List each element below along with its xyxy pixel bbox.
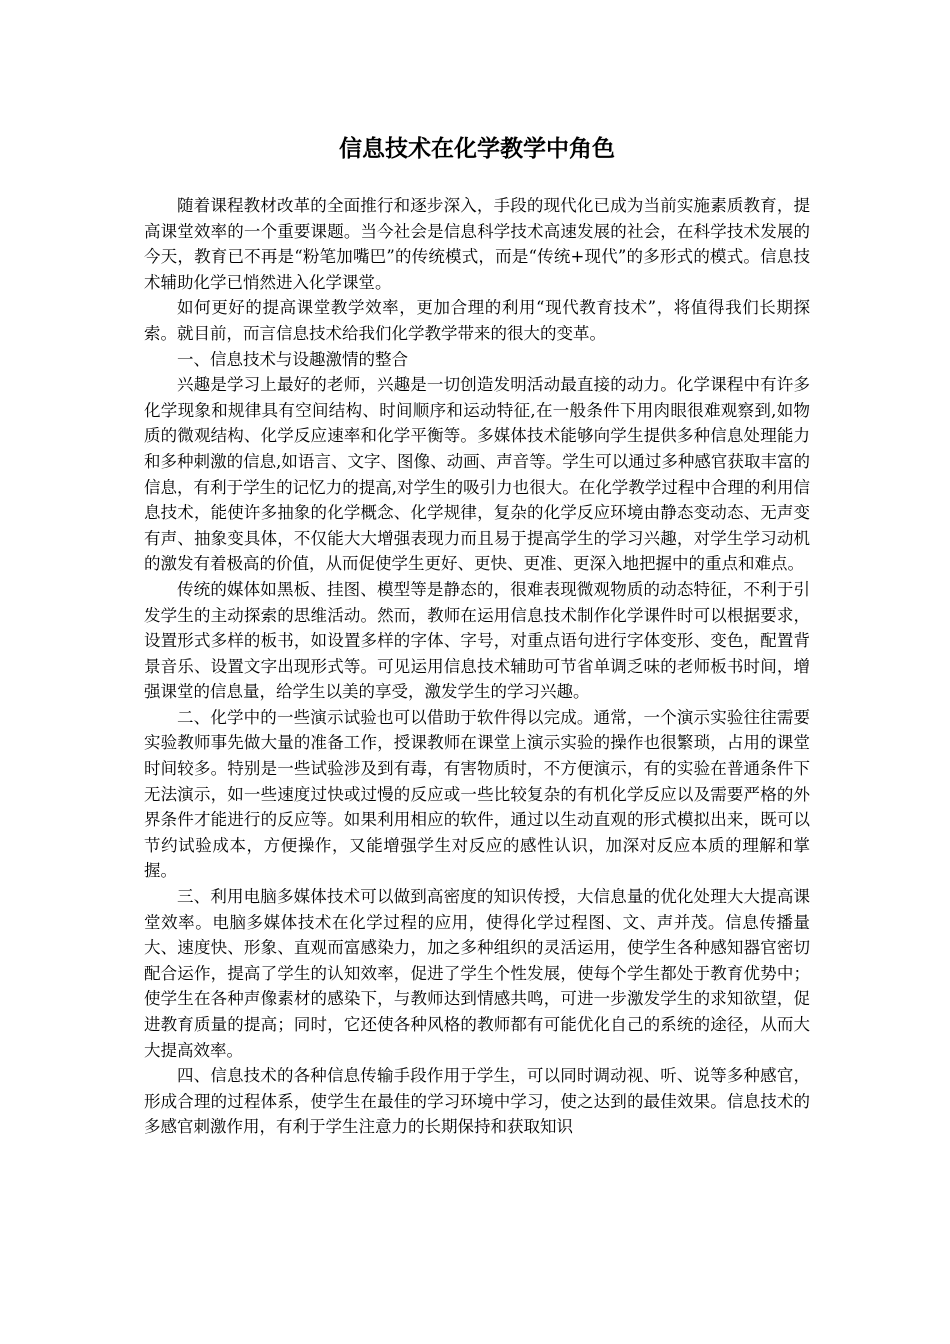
paragraph-section-four: 四、信息技术的各种信息传输手段作用于学生，可以同时调动视、听、说等多种感官，形成合理的过程体系，使学生在最佳的学习环境中学习，使之达到的最佳效果。信息技术的多感官刺激作用，有利于学生注意力的长期保持和获取知识	[144, 1066, 810, 1137]
paragraph-section-two: 二、化学中的一些演示试验也可以借助于软件得以完成。通常，一个演示实验往往需要实验教师事先做大量的准备工作，授课教师在课堂上演示实验的操作也很繁琐，占用的课堂时间较多。特别是一些试验涉及到有毒，有害物质时，不方便演示，有的实验在普通条件下无法演示，如一些速度过快或过慢的反应或一些比较复杂的有机化学反应以及需要严格的外界条件才能进行的反应等。如果利用相应的软件，通过以生动直观的形式模拟出来，既可以节约试验成本，方便操作，又能增强学生对反应的感性认识，加深对反应本质的理解和掌握。	[144, 707, 810, 881]
paragraph-exploration: 如何更好的提高课堂教学效率，更加合理的利用“现代教育技术”，将值得我们长期探索。就目前，而言信息技术给我们化学教学带来的很大的变革。	[144, 298, 810, 343]
paragraph-traditional-media: 传统的媒体如黑板、挂图、模型等是静态的，很难表现微观物质的动态特征，不利于引发学生的主动探索的思维活动。然而，教师在运用信息技术制作化学课件时可以根据要求，设置形式多样的板书，如设置多样的字体、字号，对重点语句进行字体变形、变色，配置背景音乐、设置文字出现形式等。可见运用信息技术辅助可节省单调乏味的老师板书时间，增强课堂的信息量，给学生以美的享受，激发学生的学习兴趣。	[144, 579, 810, 702]
paragraph-interest: 兴趣是学习上最好的老师，兴趣是一切创造发明活动最直接的动力。化学课程中有许多化学现象和规律具有空间结构、时间顺序和运动特征,在一般条件下用肉眼很难观察到,如物质的微观结构、化学反应速率和化学平衡等。多媒体技术能够向学生提供多种信息处理能力和多种刺激的信息,如语言、文字、图像、动画、声音等。学生可以通过多种感官获取丰富的信息，有利于学生的记忆力的提高,对学生的吸引力也很大。在化学教学过程中合理的利用信息技术，能使许多抽象的化学概念、化学规律，复杂的化学反应环境由静态变动态、无声变有声、抽象变具体，不仅能大大增强表现力而且易于提高学生的学习兴趣，对学生学习动机的激发有着极高的价值，从而促使学生更好、更快、更准、更深入地把握中的重点和难点。	[144, 375, 810, 574]
section-heading-one: 一、信息技术与设趣激情的整合	[177, 349, 408, 369]
document-title: 信息技术在化学教学中角色	[339, 135, 615, 162]
document-page	[144, 128, 810, 1140]
paragraph-intro: 随着课程教材改革的全面推行和逐步深入，手段的现代化已成为当前实施素质教育，提高课堂效率的一个重要课题。当今社会是信息科学技术高速发展的社会，在科学技术发展的今天，教育已不再是“粉笔加嘴巴”的传统模式，而是“传统+现代”的多形式的模式。信息技术辅助化学已悄然进入化学课堂。	[144, 196, 810, 292]
paragraph-section-three: 三、利用电脑多媒体技术可以做到高密度的知识传授，大信息量的优化处理大大提高课堂效率。电脑多媒体技术在化学过程的应用，使得化学过程图、文、声并茂。信息传播量大、速度快、形象、直观而富感染力，加之多种组织的灵活运用，使学生各种感知器官密切配合运作，提高了学生的认知效率，促进了学生个性发展，使每个学生都处于教育优势中；使学生在各种声像素材的感染下，与教师达到情感共鸣，可进一步激发学生的求知欲望，促进教育质量的提高；同时，它还使各种风格的教师都有可能优化自己的系统的途径，从而大大提高效率。	[144, 887, 810, 1060]
